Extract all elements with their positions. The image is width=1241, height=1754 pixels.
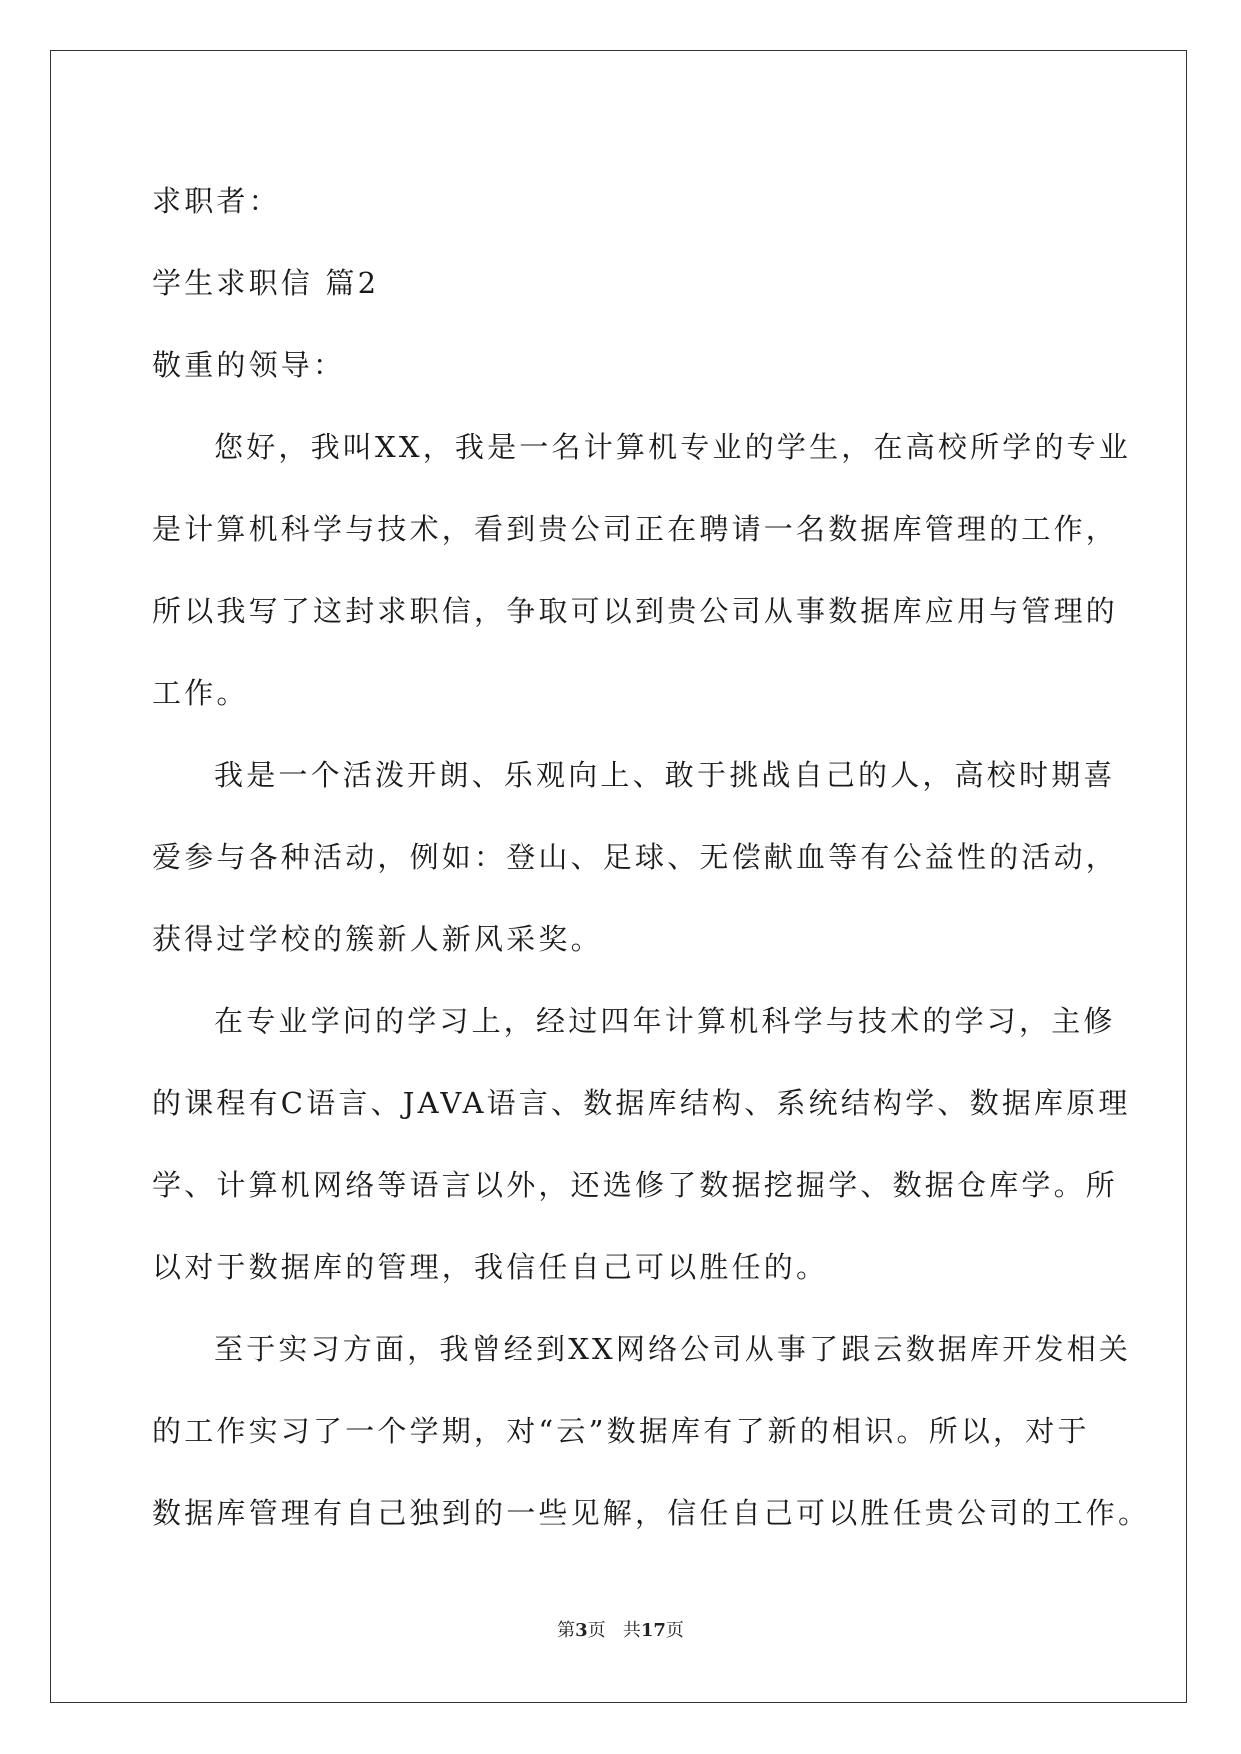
paragraph-line: 至于实习方面，我曾经到XX网络公司从事了跟云数据库开发相关 [214, 1332, 1132, 1366]
page-number-footer [0, 1616, 1241, 1642]
section-heading: 学生求职信 篇2 [152, 266, 380, 300]
total-page-count: 17 [640, 1620, 666, 1641]
document-body [152, 160, 1151, 1554]
paragraph-line: 是计算机科学与技术，看到贵公司正在聘请一名数据库管理的工作， [152, 512, 1119, 546]
paragraph-line: 的工作实习了一个学期，对“云”数据库有了新的相识。所以，对于 [152, 1414, 1090, 1448]
total-prefix: 共 [622, 1620, 641, 1641]
page-prefix: 第 [557, 1620, 576, 1641]
salutation: 敬重的领导： [152, 348, 346, 382]
paragraph-line: 工作。 [152, 676, 249, 710]
paragraph-line: 我是一个活泼开朗、乐观向上、敢于挑战自己的人，高校时期喜 [214, 758, 1116, 792]
paragraph-line: 所以我写了这封求职信，争取可以到贵公司从事数据库应用与管理的 [152, 594, 1119, 628]
paragraph-line: 学、计算机网络等语言以外，还选修了数据挖掘学、数据仓库学。所 [152, 1168, 1119, 1202]
page-suffix: 页 [587, 1620, 606, 1641]
signature-line: 求职者： [152, 184, 281, 218]
paragraph-line: 您好，我叫XX，我是一名计算机专业的学生，在高校所学的专业 [214, 430, 1132, 464]
paragraph-line: 的课程有C语言、JAVA语言、数据库结构、系统结构学、数据库原理 [152, 1086, 1131, 1120]
current-page-number: 3 [575, 1620, 588, 1641]
paragraph-line: 在专业学问的学习上，经过四年计算机科学与技术的学习，主修 [214, 1004, 1116, 1038]
paragraph-line: 数据库管理有自己独到的一些见解，信任自己可以胜任贵公司的工作。 [152, 1496, 1151, 1530]
paragraph-line: 以对于数据库的管理，我信任自己可以胜任的。 [152, 1250, 829, 1284]
total-suffix: 页 [665, 1620, 684, 1641]
paragraph-line: 获得过学校的簇新人新风采奖。 [152, 922, 603, 956]
paragraph-line: 爱参与各种活动，例如：登山、足球、无偿献血等有公益性的活动， [152, 840, 1119, 874]
